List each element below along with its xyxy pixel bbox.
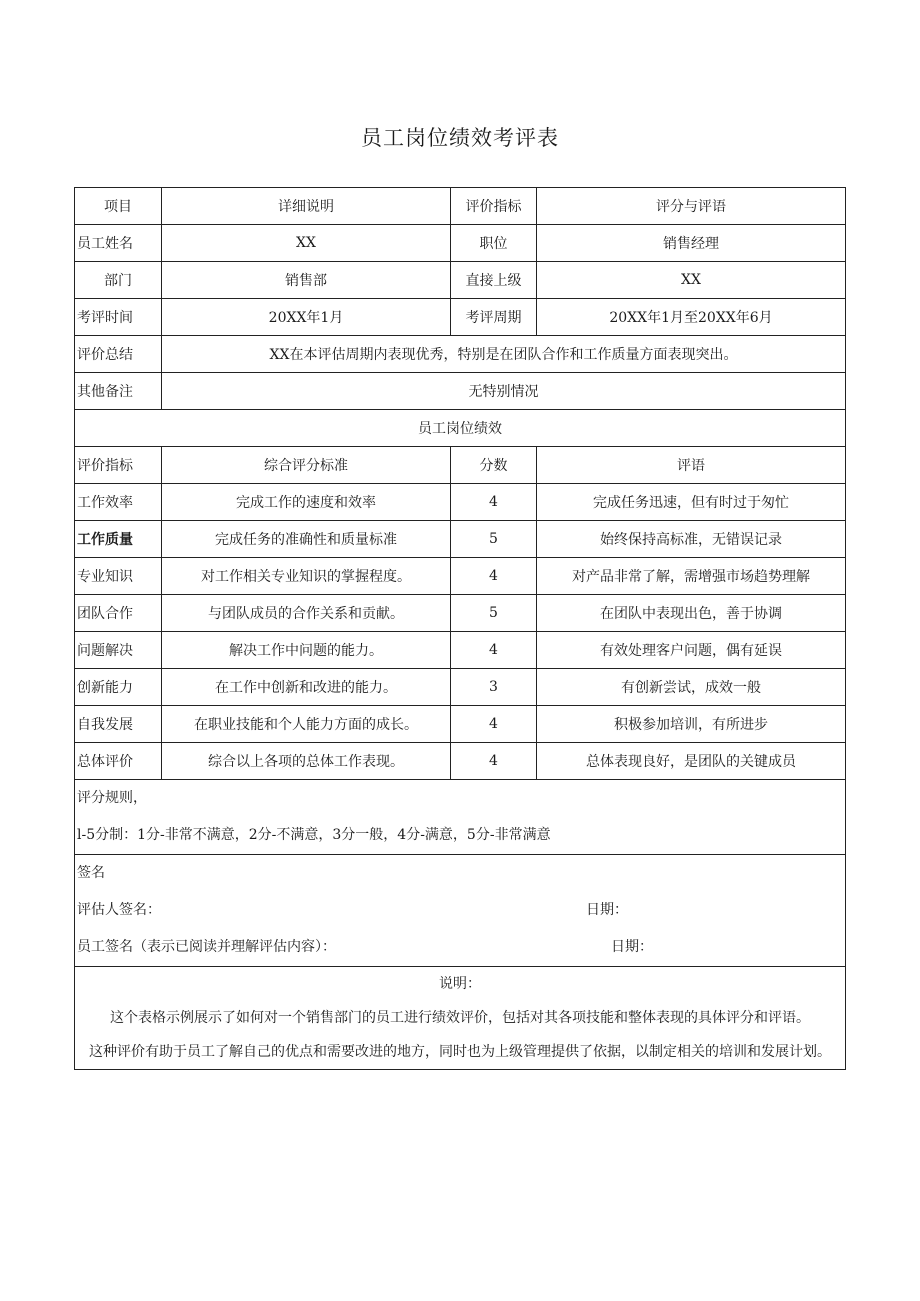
section-title-row [75, 410, 846, 447]
metric-standard: 对工作相关专业知识的掌握程度。 [162, 558, 451, 595]
position-value: 销售经理 [537, 225, 846, 262]
rules-text: l-5分制：1分-非常不满意，2分-不满意，3分一般，4分-满意，5分-非常满意 [77, 827, 551, 843]
info-label: 考评时间 [75, 299, 162, 336]
employee-signature-line [77, 929, 843, 966]
evaluation-period-value: 20XX年1月至20XX年6月 [537, 299, 846, 336]
metric-standard: 完成工作的速度和效率 [162, 484, 451, 521]
metric-row [75, 706, 846, 743]
evaluation-time-value: 20XX年1月 [162, 299, 451, 336]
metrics-header-standard: 综合评分标准 [162, 447, 451, 484]
metrics-header-score: 分数 [451, 447, 537, 484]
remarks-label: 其他备注 [75, 373, 162, 410]
evaluator-date-label: 日期： [586, 902, 628, 918]
signature-cell [75, 855, 846, 967]
metric-standard: 解决工作中问题的能力。 [162, 632, 451, 669]
metric-name: 创新能力 [75, 669, 162, 706]
evaluator-signature-line [77, 892, 843, 929]
metric-row [75, 595, 846, 632]
metric-name: 工作效率 [75, 484, 162, 521]
summary-value: XX在本评估周期内表现优秀，特别是在团队合作和工作质量方面表现突出。 [162, 336, 846, 373]
metric-name: 自我发展 [75, 706, 162, 743]
metric-comment: 积极参加培训，有所进步 [537, 706, 846, 743]
notes-label: 说明： [439, 976, 481, 992]
info-row [75, 299, 846, 336]
evaluator-signature-label: 评估人签名： [77, 902, 161, 918]
metric-comment: 有创新尝试，成效一般 [537, 669, 846, 706]
metric-score: 4 [451, 743, 537, 780]
metric-standard: 完成任务的准确性和质量标准 [162, 521, 451, 558]
info-label: 部门 [75, 262, 162, 299]
metric-standard: 在工作中创新和改进的能力。 [162, 669, 451, 706]
metric-name: 工作质量 [75, 521, 162, 558]
notes-cell [75, 967, 846, 1070]
metric-score: 4 [451, 558, 537, 595]
metric-standard: 综合以上各项的总体工作表现。 [162, 743, 451, 780]
metric-score: 4 [451, 632, 537, 669]
evaluation-table [74, 187, 846, 1070]
metric-row [75, 632, 846, 669]
metric-comment: 对产品非常了解，需增强市场趋势理解 [537, 558, 846, 595]
metric-score: 5 [451, 595, 537, 632]
metric-name: 问题解决 [75, 632, 162, 669]
metric-standard: 与团队成员的合作关系和贡献。 [162, 595, 451, 632]
signature-row [75, 855, 846, 967]
metric-name: 专业知识 [75, 558, 162, 595]
employee-date-label: 日期： [611, 939, 653, 955]
header-indicator: 评价指标 [451, 188, 537, 225]
summary-label: 评价总结 [75, 336, 162, 373]
metric-comment: 总体表现良好，是团队的关键成员 [537, 743, 846, 780]
supervisor-value: XX [537, 262, 846, 299]
info-row [75, 262, 846, 299]
page-title: 员工岗位绩效考评表 [361, 126, 559, 150]
info-label: 考评周期 [451, 299, 537, 336]
header-detail: 详细说明 [162, 188, 451, 225]
department-value: 销售部 [162, 262, 451, 299]
metric-row [75, 743, 846, 780]
employee-name-value: XX [162, 225, 451, 262]
section-title: 员工岗位绩效 [75, 410, 846, 447]
metric-score: 4 [451, 484, 537, 521]
signature-label: 签名 [77, 865, 105, 881]
notes-row [75, 967, 846, 1070]
rules-row [75, 780, 846, 855]
metric-comment: 完成任务迅速，但有时过于匆忙 [537, 484, 846, 521]
metric-row [75, 669, 846, 706]
metric-row [75, 484, 846, 521]
header-score-comment: 评分与评语 [537, 188, 846, 225]
remarks-row [75, 373, 846, 410]
rules-label: 评分规则， [77, 790, 147, 806]
metrics-header-comment: 评语 [537, 447, 846, 484]
metric-score: 3 [451, 669, 537, 706]
summary-row [75, 336, 846, 373]
info-label: 员工姓名 [75, 225, 162, 262]
metric-comment: 在团队中表现出色，善于协调 [537, 595, 846, 632]
metric-name: 团队合作 [75, 595, 162, 632]
metric-score: 5 [451, 521, 537, 558]
notes-paragraph-2: 这种评价有助于员工了解自己的优点和需要改进的地方，同时也为上级管理提供了依据，以制定相关的培训和发展计划。 [89, 1044, 831, 1060]
notes-paragraph-1: 这个表格示例展示了如何对一个销售部门的员工进行绩效评价，包括对其各项技能和整体表现的具体评分和评语。 [110, 1010, 810, 1026]
metric-row [75, 521, 846, 558]
metric-name: 总体评价 [75, 743, 162, 780]
remarks-value: 无特别情况 [162, 373, 846, 410]
metrics-header-indicator: 评价指标 [75, 447, 162, 484]
metric-comment: 始终保持高标准，无错误记录 [537, 521, 846, 558]
rules-cell [75, 780, 846, 855]
metric-score: 4 [451, 706, 537, 743]
metrics-header-row [75, 447, 846, 484]
header-row [75, 188, 846, 225]
info-label: 直接上级 [451, 262, 537, 299]
metric-comment: 有效处理客户问题，偶有延误 [537, 632, 846, 669]
employee-signature-label: 员工签名（表示已阅读并理解评估内容）： [77, 939, 336, 955]
metric-row [75, 558, 846, 595]
header-item: 项目 [75, 188, 162, 225]
metric-standard: 在职业技能和个人能力方面的成长。 [162, 706, 451, 743]
info-row [75, 225, 846, 262]
info-label: 职位 [451, 225, 537, 262]
